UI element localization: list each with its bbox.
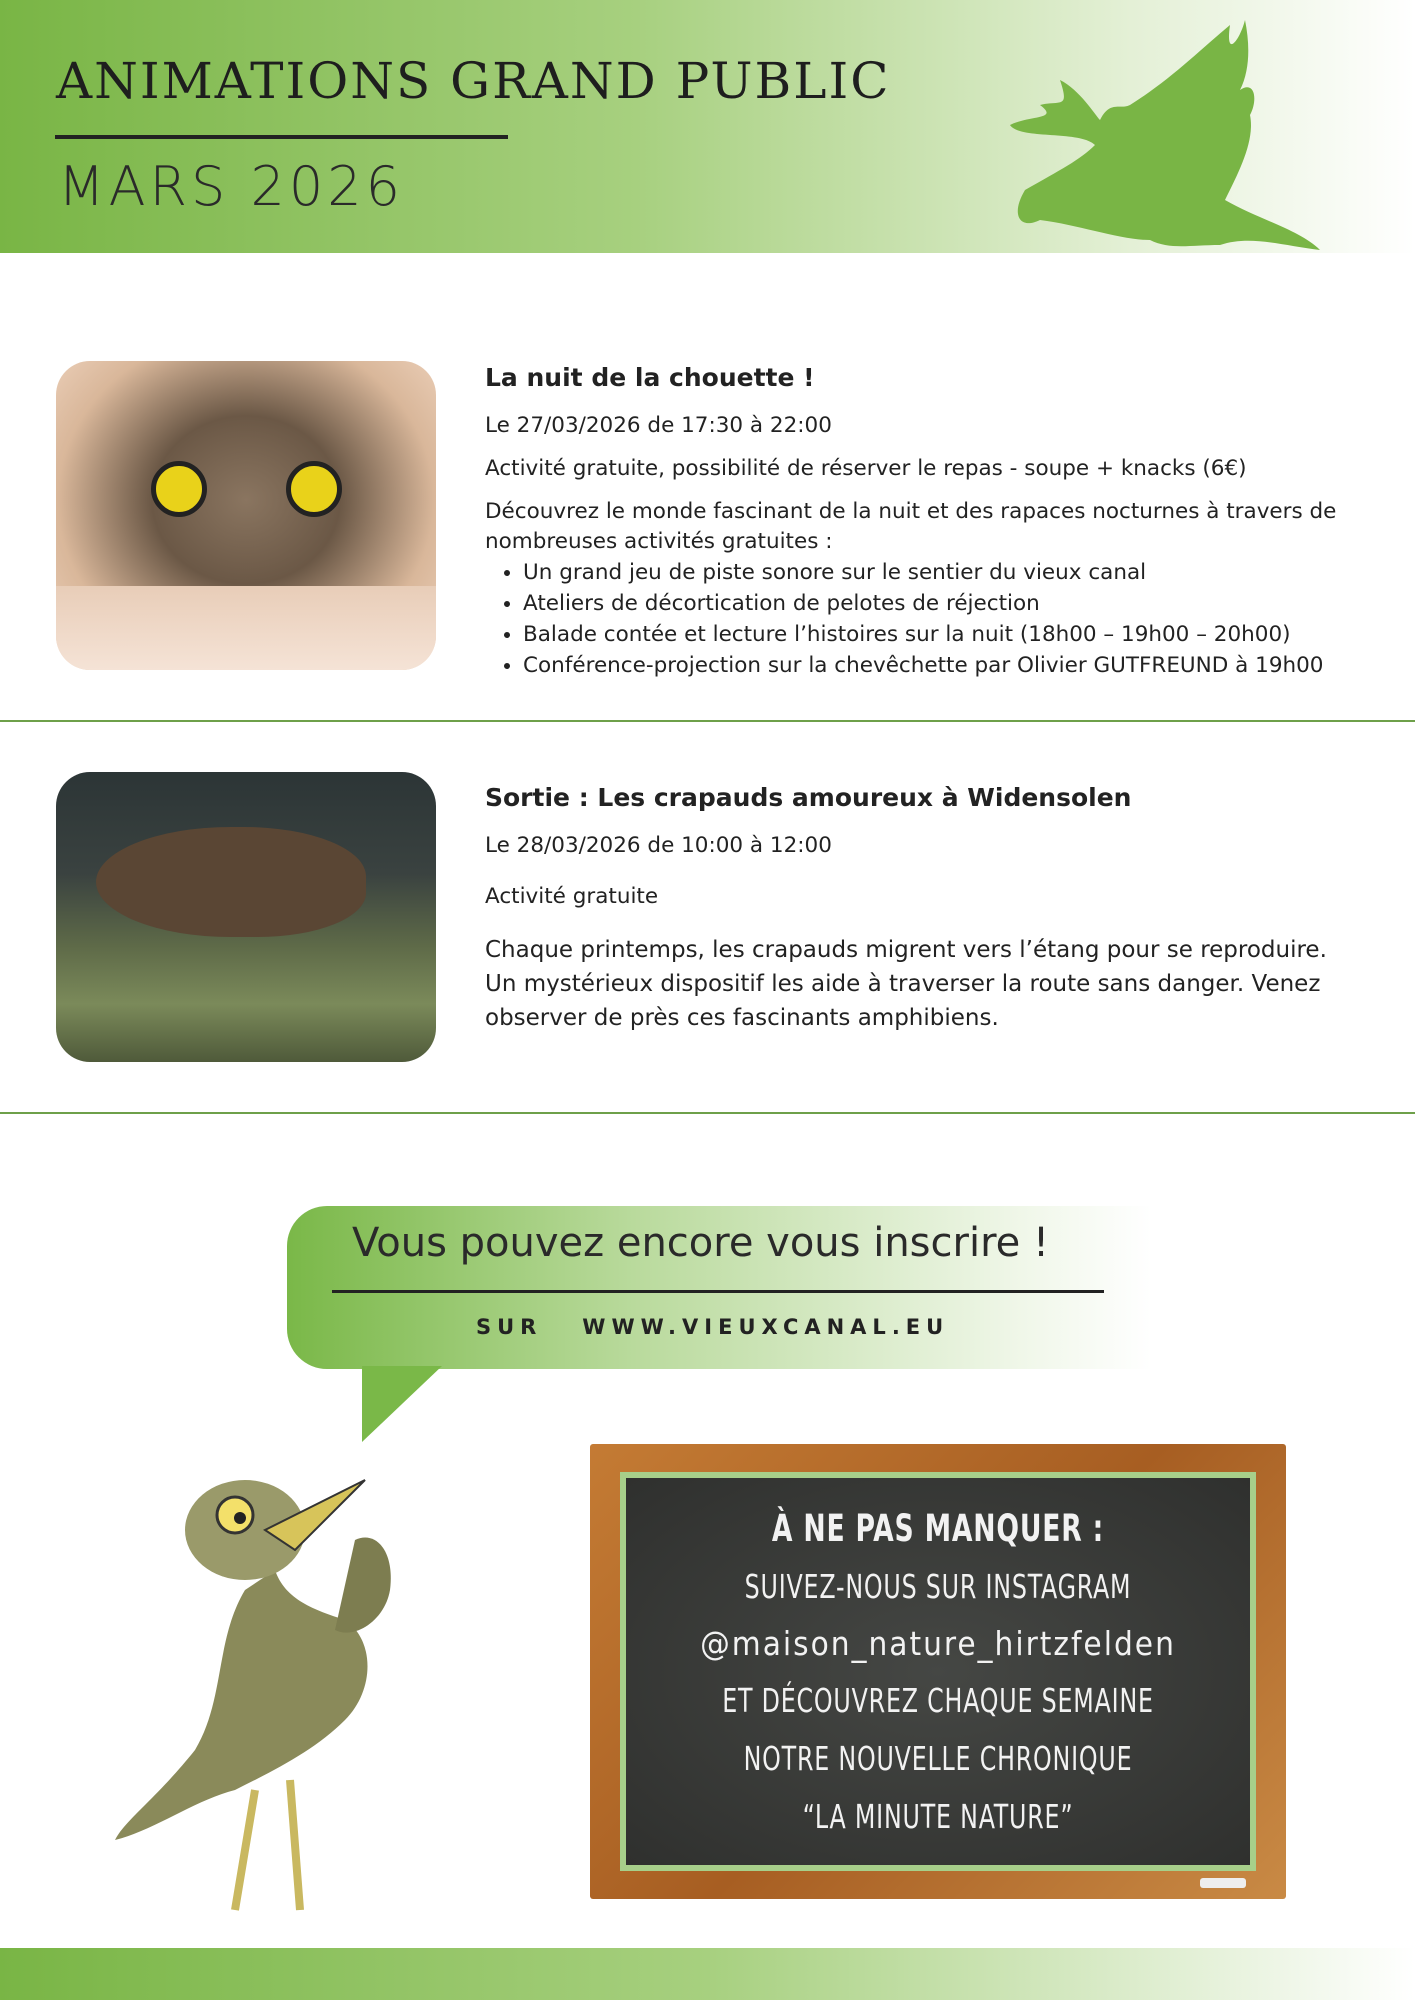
register-text: Vous pouvez encore vous inscrire ! xyxy=(352,1220,1049,1266)
event-date: Le 27/03/2026 de 17:30 à 22:00 xyxy=(485,413,832,439)
owl-photo xyxy=(56,361,436,670)
event-title: Sortie : Les crapauds amoureux à Widensolen xyxy=(485,783,1132,812)
toad-photo xyxy=(56,772,436,1062)
list-item: • Un grand jeu de piste sonore sur le sentier du vieux canal xyxy=(523,557,1365,588)
list-item: • Ateliers de décortication de pelotes de réjection xyxy=(523,588,1365,619)
page-subtitle: MARS 2026 xyxy=(58,155,404,218)
speech-bubble-tail xyxy=(362,1366,442,1442)
event-date: Le 28/03/2026 de 10:00 à 12:00 xyxy=(485,833,832,859)
event-price: Activité gratuite, possibilité de réserver le repas - soupe + knacks (6€) xyxy=(485,456,1247,482)
flying-bird-icon xyxy=(1000,20,1320,310)
chalkboard-surface xyxy=(620,1472,1256,1871)
page-title: ANIMATIONS GRAND PUBLIC xyxy=(56,52,891,110)
title-divider xyxy=(55,135,508,139)
register-link[interactable]: SUR WWW.VIEUXCANAL.EU xyxy=(476,1315,950,1339)
section-divider xyxy=(0,720,1415,722)
board-heading: À NE PAS MANQUER : xyxy=(771,1507,1105,1550)
board-line: “LA MINUTE NATURE” xyxy=(802,1797,1074,1836)
list-item: • Conférence-projection sur la chevêchette par Olivier GUTFREUND à 19h00 xyxy=(523,650,1365,681)
event-owl-night xyxy=(485,360,1365,681)
register-divider xyxy=(332,1290,1104,1293)
list-item: • Balade contée et lecture l’histoires sur la nuit (18h00 – 19h00 – 20h00) xyxy=(523,619,1365,650)
event-toads xyxy=(485,780,1345,1047)
board-line: SUIVEZ-NOUS SUR INSTAGRAM xyxy=(744,1567,1132,1606)
instagram-handle[interactable]: @maison_nature_hirtzfelden xyxy=(700,1624,1176,1663)
board-line: NOTRE NOUVELLE CHRONIQUE xyxy=(743,1739,1133,1778)
event-description: Découvrez le monde fascinant de la nuit et des rapaces nocturnes à travers de nombreuses activités gratuites : xyxy=(485,498,1337,554)
event-title: La nuit de la chouette ! xyxy=(485,363,815,392)
board-line: ET DÉCOUVREZ CHAQUE SEMAINE xyxy=(722,1681,1154,1720)
chalkboard xyxy=(590,1444,1286,1899)
cartoon-bird-icon xyxy=(115,1470,515,1950)
event-description: Chaque printemps, les crapauds migrent vers l’étang pour se reproduire. Un mystérieux dispositif les aide à traverser la route sans danger. Venez observer de près ces fascinants amphibiens. xyxy=(485,936,1327,1031)
footer-band xyxy=(0,1948,1415,2000)
chalk-icon xyxy=(1200,1878,1246,1888)
section-divider xyxy=(0,1112,1415,1114)
event-price: Activité gratuite xyxy=(485,884,659,910)
